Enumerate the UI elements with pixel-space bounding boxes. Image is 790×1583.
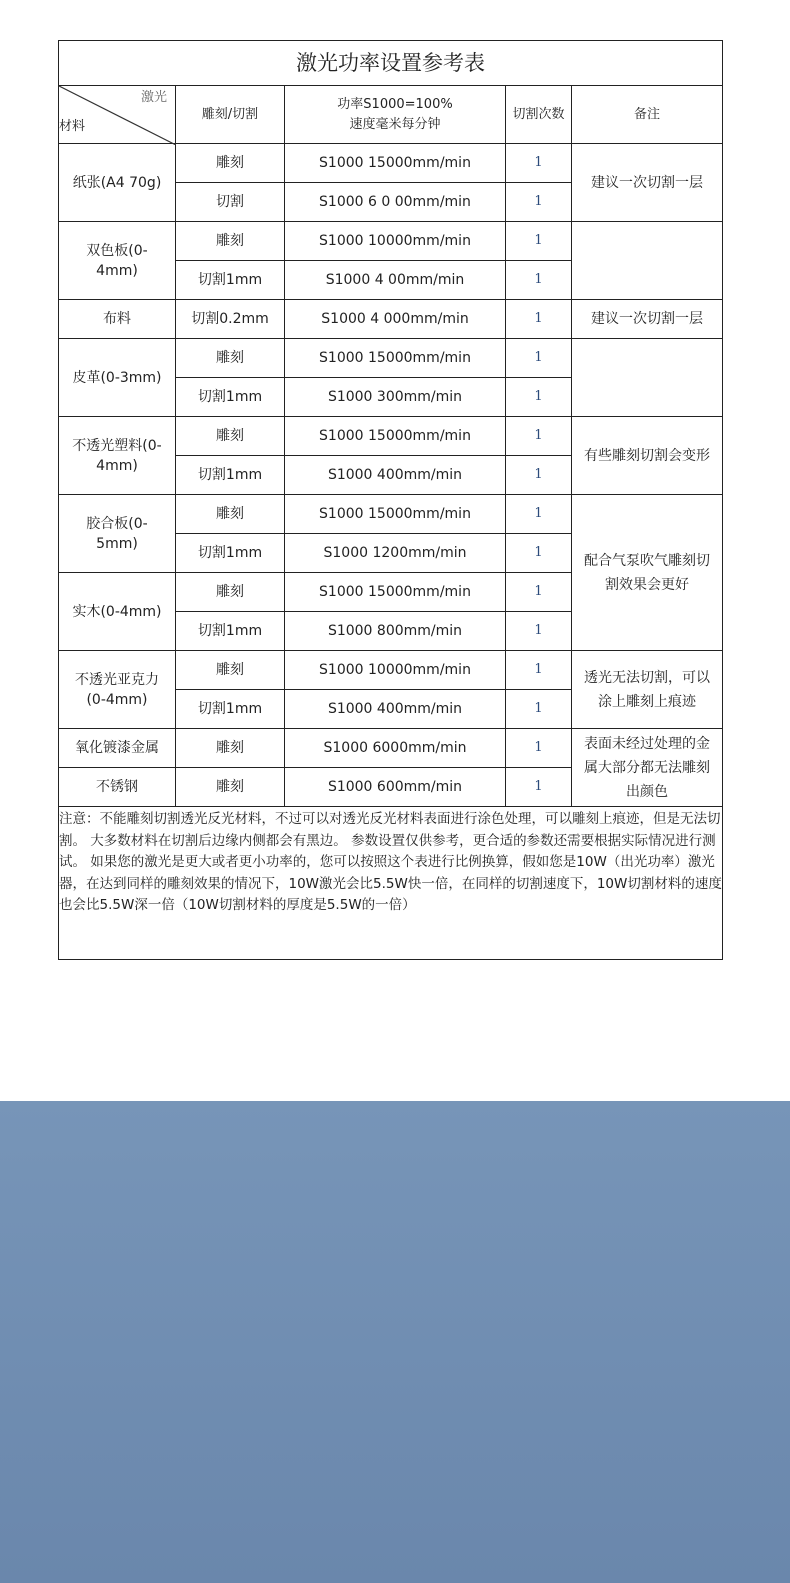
header-remark: 备注 bbox=[572, 86, 723, 144]
remark-cell: 建议一次切割一层 bbox=[572, 144, 723, 222]
setting-cell: S1000 1200mm/min bbox=[285, 534, 506, 573]
laser-power-table bbox=[58, 40, 722, 960]
passes-cell: 1 bbox=[506, 768, 572, 807]
passes-cell: 1 bbox=[506, 378, 572, 417]
setting-cell: S1000 15000mm/min bbox=[285, 573, 506, 612]
setting-cell: S1000 15000mm/min bbox=[285, 339, 506, 378]
setting-cell: S1000 15000mm/min bbox=[285, 495, 506, 534]
mode-cell: 切割1mm bbox=[176, 378, 285, 417]
setting-cell: S1000 4 000mm/min bbox=[285, 300, 506, 339]
remark-cell: 建议一次切割一层 bbox=[572, 300, 723, 339]
passes-cell: 1 bbox=[506, 456, 572, 495]
setting-cell: S1000 400mm/min bbox=[285, 690, 506, 729]
header-power-line2: 速度毫米每分钟 bbox=[349, 116, 441, 132]
setting-cell: S1000 6000mm/min bbox=[285, 729, 506, 768]
mode-cell: 雕刻 bbox=[176, 144, 285, 183]
passes-cell: 1 bbox=[506, 729, 572, 768]
setting-cell: S1000 10000mm/min bbox=[285, 222, 506, 261]
header-power bbox=[285, 86, 506, 144]
remark-cell: 表面未经过处理的金属大部分都无法雕刻出颜色 bbox=[572, 729, 723, 807]
passes-cell: 1 bbox=[506, 300, 572, 339]
header-material: 材料 bbox=[59, 119, 86, 134]
mode-cell: 切割1mm bbox=[176, 261, 285, 300]
table-row bbox=[59, 300, 723, 339]
setting-cell: S1000 600mm/min bbox=[285, 768, 506, 807]
header-passes: 切割次数 bbox=[506, 86, 572, 144]
passes-cell: 1 bbox=[506, 612, 572, 651]
passes-cell: 1 bbox=[506, 261, 572, 300]
table-row bbox=[59, 417, 723, 456]
setting-cell: S1000 400mm/min bbox=[285, 456, 506, 495]
setting-cell: S1000 15000mm/min bbox=[285, 417, 506, 456]
passes-cell: 1 bbox=[506, 495, 572, 534]
mode-cell: 雕刻 bbox=[176, 651, 285, 690]
mode-cell: 雕刻 bbox=[176, 768, 285, 807]
passes-cell: 1 bbox=[506, 651, 572, 690]
table-row bbox=[59, 144, 723, 183]
table-row bbox=[59, 651, 723, 690]
material-cell: 双色板(0-4mm) bbox=[59, 222, 176, 300]
table-row bbox=[59, 222, 723, 261]
mode-cell: 切割1mm bbox=[176, 534, 285, 573]
remark-cell bbox=[572, 339, 723, 417]
mode-cell: 切割1mm bbox=[176, 456, 285, 495]
header-power-line1: 功率S1000=100% bbox=[337, 96, 453, 112]
mode-cell: 雕刻 bbox=[176, 573, 285, 612]
header-laser: 激光 bbox=[140, 90, 167, 105]
mode-cell: 雕刻 bbox=[176, 729, 285, 768]
passes-cell: 1 bbox=[506, 690, 572, 729]
mode-cell: 切割1mm bbox=[176, 612, 285, 651]
passes-cell: 1 bbox=[506, 339, 572, 378]
mode-cell: 切割1mm bbox=[176, 690, 285, 729]
mode-cell: 雕刻 bbox=[176, 417, 285, 456]
material-cell: 布料 bbox=[59, 300, 176, 339]
background-band bbox=[0, 1101, 790, 1583]
setting-cell: S1000 300mm/min bbox=[285, 378, 506, 417]
remark-cell bbox=[572, 222, 723, 300]
passes-cell: 1 bbox=[506, 534, 572, 573]
setting-cell: S1000 6 0 00mm/min bbox=[285, 183, 506, 222]
setting-cell: S1000 10000mm/min bbox=[285, 651, 506, 690]
table-title: 激光功率设置参考表 bbox=[59, 41, 723, 86]
material-cell: 皮革(0-3mm) bbox=[59, 339, 176, 417]
material-cell: 不透光塑料(0-4mm) bbox=[59, 417, 176, 495]
material-cell: 不透光亚克力(0-4mm) bbox=[59, 651, 176, 729]
material-cell: 不锈钢 bbox=[59, 768, 176, 807]
mode-cell: 雕刻 bbox=[176, 495, 285, 534]
remark-cell: 透光无法切割，可以涂上雕刻上痕迹 bbox=[572, 651, 723, 729]
header-mode: 雕刻/切割 bbox=[176, 86, 285, 144]
diagonal-header-cell bbox=[59, 86, 176, 144]
table-row bbox=[59, 729, 723, 768]
mode-cell: 雕刻 bbox=[176, 222, 285, 261]
remark-cell: 有些雕刻切割会变形 bbox=[572, 417, 723, 495]
material-cell: 实木(0-4mm) bbox=[59, 573, 176, 651]
passes-cell: 1 bbox=[506, 573, 572, 612]
remark-cell: 配合气泵吹气雕刻切割效果会更好 bbox=[572, 495, 723, 651]
material-cell: 氧化镀漆金属 bbox=[59, 729, 176, 768]
setting-cell: S1000 4 00mm/min bbox=[285, 261, 506, 300]
table-row bbox=[59, 339, 723, 378]
mode-cell: 切割0.2mm bbox=[176, 300, 285, 339]
setting-cell: S1000 800mm/min bbox=[285, 612, 506, 651]
material-cell: 胶合板(0-5mm) bbox=[59, 495, 176, 573]
note-text: 注意：不能雕刻切割透光反光材料，不过可以对透光反光材料表面进行涂色处理，可以雕刻上痕迹，但是无法切割。 大多数材料在切割后边缘内侧都会有黑边。 参数设置仅供参考，更合适的参数还需要根据实际情况进行测试。 如果您的激光是更大或者更小功率的，您可以按照这个表进行比例换算，假如您是10W（出光功率）激光器，在达到同样的雕刻效果的情况下，10W激光会比5.5W快一倍，在同样的切割速度下，10W切割材料的速度也会比5.5W深一倍（10W切割材料的厚度是5.5W的一倍） bbox=[59, 807, 723, 960]
passes-cell: 1 bbox=[506, 222, 572, 261]
passes-cell: 1 bbox=[506, 417, 572, 456]
mode-cell: 雕刻 bbox=[176, 339, 285, 378]
passes-cell: 1 bbox=[506, 144, 572, 183]
setting-cell: S1000 15000mm/min bbox=[285, 144, 506, 183]
material-cell: 纸张(A4 70g) bbox=[59, 144, 176, 222]
mode-cell: 切割 bbox=[176, 183, 285, 222]
passes-cell: 1 bbox=[506, 183, 572, 222]
table-row bbox=[59, 495, 723, 534]
